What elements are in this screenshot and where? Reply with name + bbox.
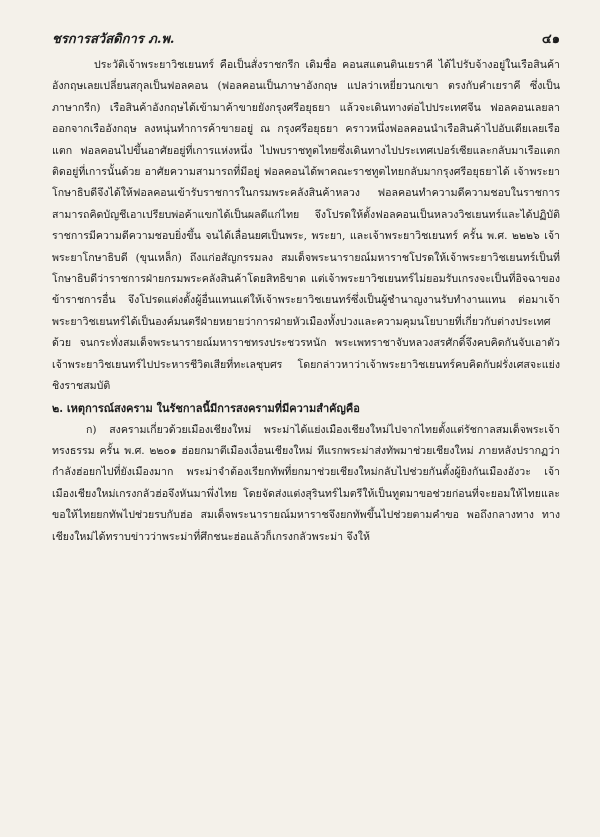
body-text: [52, 55, 560, 548]
paragraph-1: ประวัติเจ้าพระยาวิชเยนทร์ คือเป็นสั่งราชกรีก เดิมชื่อ คอนสแตนตินเยราคี ได้ไปรับจ้างอยู่ในเรือสินค้าอังกฤษเลยเปลี่ยนสกุลเป็นฟอลคอน (ฟอลคอนเป็นภาษาอังกฤษ แปลว่าเหยี่ยวนกเขา ตรงกับคำเยราคี ซึ่งเป็นภาษากรีก) เรือสินค้าอังกฤษได้เข้ามาค้าขายยังกรุงศรีอยุธยา แล้วจะเดินทางต่อไปประเทศจีน ฟอลคอนเลยลาออกจากเรืออังกฤษ ลงหนุ่นทำการค้าขายอยู่ ณ กรุงศรีอยุธยา คราวหนึ่งฟอลคอนนำเรือสินค้าไปอับเดียเลยเรือแตก ฟอลคอนไปขึ้นอาศัยอยู่ที่เการแห่งหนึ่ง ไปพบราชทูตไทยซึ่งเดินทางไปประเทศเปอร์เซียและกลับมาเรือแตกติดอยู่ที่เการนั้นด้วย อาศัยความสามารถที่มีอยู่ ฟอลคอนได้พาคณะราชทูตไทยกลับมากรุงศรีอยุธยาได้ เจ้าพระยาโกษาธิบดีจึงได้ให้ฟอลคอนเข้ารับราชการในกรมพระคลังสินค้าหลวง ฟอลคอนทำความดีความชอบในราชการสามารถคิดบัญชีเอาเปรียบพ่อค้าแขกได้เป็นผลดีแก่ไทย จึงโปรดให้ตั้งฟอลคอนเป็นหลวงวิชเยนทร์และได้ปฏิบัติราชการมีความดีความชอบยิ่งขึ้น จนได้เลื่อนยศเป็นพระ, พระยา, และเจ้าพระยาวิชเยนทร์ ครั้น พ.ศ. ๒๒๒๖ เจ้าพระยาโกษาธิบดี (ขุนเหล็ก) ถึงแก่อสัญกรรมลง สมเด็จพระนารายณ์มหาราชโปรดให้เจ้าพระยาวิชเยนทร์เป็นที่โกษาธิบดีว่าราชการฝ่ายกรมพระคลังสินค้าโดยสิทธิขาด แต่เจ้าพระยาวิชเยนทร์ไม่ยอมรับเกรงจะเป็นที่อิจฉาของข้าราชการอื่น จึงโปรดแต่งตั้งผู้อื่นแทนแต่ให้เจ้าพระยาวิชเยนทร์ซึ่งเป็นผู้ชำนาญงานรับทำงานแทน ต่อมาเจ้าพระยาวิชเยนทร์ได้เป็นองค์มนตรีฝ่ายหยายว่าการฝ่ายหัวเมืองทั้งปวงและความคุมนโยบายที่เกี่ยวกับต่างประเทศด้วย จนกระทั่งสมเด็จพระนารายณ์มหาราชทรงประชวรหนัก พระเพทราชาจับหลวงสรศักดิ์จึงคบคิดกันจับเอาตัวเจ้าพระยาวิชเยนทร์ไปประหารชีวิตเสียที่ทะเลชุบศร โดยกล่าวหาว่าเจ้าพระยาวิชเยนทร์คบคิดกับฝรั่งเศสจะแย่งชิงราชสมบัติ: [52, 59, 560, 393]
page-number: ๔๑: [541, 32, 560, 47]
paragraph-2: ก) สงครามเกี่ยวด้วยเมืองเชียงใหม่ พระม่าได้แย่งเมืองเชียงใหม่ไปจากไทยตั้งแต่รัชกาลสมเด็จพระเจ้าทรงธรรม ครั้น พ.ศ. ๒๒๐๑ ฮ่อยกมาตีเมืองเงื่อนเชียงใหม่ ทีแรกพระม่าส่งทัพมาช่วยเชียงใหม่ ภายหลังปรากฏว่ากำลังฮ่อยกไปที่ยังเมืองมาก พระม่าจำต้องเรียกทัพที่ยกมาช่วยเชียงใหม่กลับไปช่วยกันตั้งผู้ยิงกันเมืองอังวะ เจ้าเมืองเชียงใหม่เกรงกลัวฮ่อจึงหันมาพึ่งไทย โดยจัดส่งแต่งสุรินทร์ไมตรีให้เป็นทูตมาขอช่วยก่อนที่จะยอมให้ไทยและขอให้ไทยยกทัพไปช่วยรบกับฮ่อ สมเด็จพระนารายณ์มหาราชจึงยกทัพขึ้นไปช่วยตามคำขอ พอถึงกลางทาง ทางเชียงใหม่ได้ทราบข่าวว่าพระม่าที่ศึกชนะฮ่อแล้วก็เกรงกลัวพระม่า จึงให้: [52, 423, 560, 543]
page-header: [52, 28, 560, 49]
section-heading: ๒. เหตุการณ์สงคราม ในรัชกาลนี้มีการสงครามที่มีความสำคัญคือ: [52, 401, 360, 415]
header-title: ชรการสวัสดิการ ภ.พ.: [52, 32, 175, 47]
